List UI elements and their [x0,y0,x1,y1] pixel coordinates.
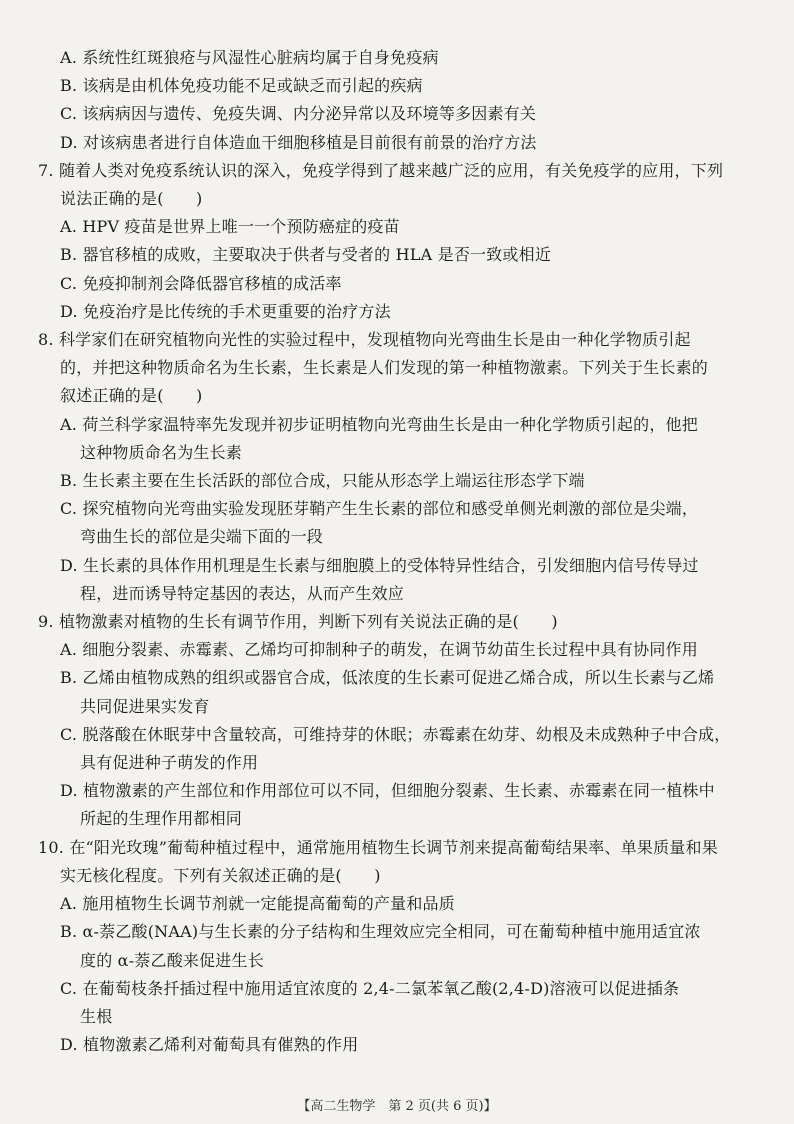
q10-option-b: B. α-萘乙酸(NAA)与生长素的分子结构和生理效应完全相同，可在葡萄种植中施用适宜浓 [60,922,701,942]
q9-stem: 9. 植物激素对植物的生长有调节作用，判断下列有关说法正确的是( ) [38,612,558,632]
q6-option-d: D. 对该病患者进行自体造血干细胞移植是目前很有前景的治疗方法 [60,132,537,152]
q9-option-d-cont: 所起的生理作用都相同 [80,809,243,829]
q9-option-b-cont: 共同促进果实发育 [80,696,210,716]
q8-stem-line2: 的，并把这种物质命名为生长素，生长素是人们发现的第一种植物激素。下列关于生长素的 [60,358,709,378]
q9-option-c: C. 脱落酸在休眠芽中含量较高，可维持芽的休眠；赤霉素在幼芽、幼根及未成熟种子中合成， [60,724,731,744]
q8-option-b: B. 生长素主要在生长活跃的部位合成，只能从形态学上端运往形态学下端 [60,471,585,491]
q6-option-b: B. 该病是由机体免疫功能不足或缺乏而引起的疾病 [60,76,423,96]
q10-option-d: D. 植物激素乙烯利对葡萄具有催熟的作用 [60,1035,359,1055]
q10-stem-line1: 10. 在“阳光玫瑰”葡萄种植过程中，通常施用植物生长调节剂来提高葡萄结果率、单果质量和果 [38,837,718,857]
q8-stem-line3: 叙述正确的是( ) [60,386,203,406]
q7-option-c: C. 免疫抑制剂会降低器官移植的成活率 [60,273,342,293]
q6-option-c: C. 该病病因与遗传、免疫失调、内分泌异常以及环境等多因素有关 [60,104,537,124]
q10-option-b-cont: 度的 α-萘乙酸来促进生长 [80,950,264,970]
q7-option-a: A. HPV 疫苗是世界上唯一一个预防癌症的疫苗 [60,217,400,237]
q7-option-d: D. 免疫治疗是比传统的手术更重要的治疗方法 [60,301,391,321]
q7-option-b: B. 器官移植的成败，主要取决于供者与受者的 HLA 是否一致或相近 [60,245,552,265]
q9-option-b: B. 乙烯由植物成熟的组织或器官合成，低浓度的生长素可促进乙烯合成，所以生长素与乙烯 [60,668,715,688]
q8-option-c: C. 探究植物向光弯曲实验发现胚芽鞘产生生长素的部位和感受单侧光刺激的部位是尖端， [60,499,699,519]
q7-stem-line2: 说法正确的是( ) [60,189,203,209]
q6-option-a: A. 系统性红斑狼疮与风湿性心脏病均属于自身免疫病 [60,48,439,67]
q10-option-c-cont: 生根 [80,1006,113,1026]
page-footer: 【高二生物学 第 2 页(共 6 页)】 [297,1099,497,1114]
q8-stem-line1: 8. 科学家们在研究植物向光性的实验过程中，发现植物向光弯曲生长是由一种化学物质引起 [38,330,691,350]
q10-option-c: C. 在葡萄枝条扦插过程中施用适宜浓度的 2,4-二氯苯氧乙酸(2,4-D)溶液可以促进插条 [60,978,680,998]
q9-option-d: D. 植物激素的产生部位和作用部位可以不同，但细胞分裂素、生长素、赤霉素在同一植株中 [60,781,715,801]
q9-option-a: A. 细胞分裂素、赤霉素、乙烯均可抑制种子的萌发，在调节幼苗生长过程中具有协同作用 [60,640,698,660]
q8-option-a: A. 荷兰科学家温特率先发现并初步证明植物向光弯曲生长是由一种化学物质引起的，他把 [60,414,698,434]
q8-option-d-cont: 程，进而诱导特定基因的表达，从而产生效应 [80,583,405,603]
q7-stem-line1: 7. 随着人类对免疫系统认识的深入，免疫学得到了越来越广泛的应用，有关免疫学的应用，下列 [38,160,724,180]
q8-option-c-cont: 弯曲生长的部位是尖端下面的一段 [80,527,324,547]
q9-option-c-cont: 具有促进种子萌发的作用 [80,753,259,773]
q10-option-a: A. 施用植物生长调节剂就一定能提高葡萄的产量和品质 [60,894,455,914]
q10-stem-line2: 实无核化程度。下列有关叙述正确的是( ) [60,865,381,885]
q8-option-d: D. 生长素的具体作用机理是生长素与细胞膜上的受体特异性结合，引发细胞内信号传导过 [60,555,699,575]
q8-option-a-cont: 这种物质命名为生长素 [80,442,243,462]
